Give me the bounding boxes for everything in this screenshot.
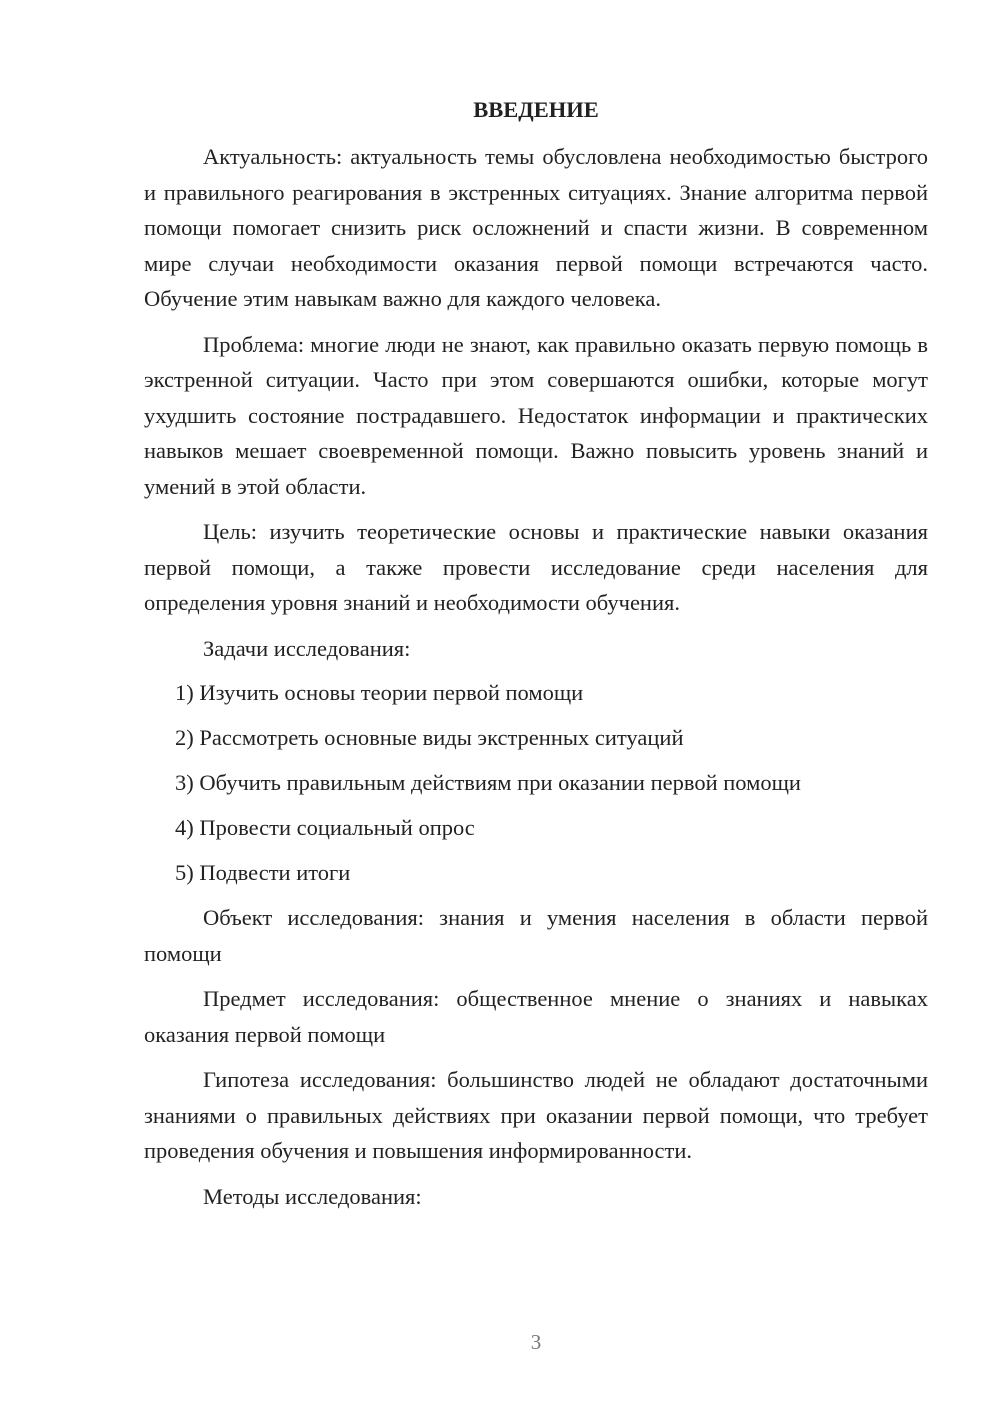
tasks-heading: Задачи исследования:	[203, 635, 411, 661]
hypothesis-paragraph: Гипотеза исследования: большинство людей не обладают достаточными знаниями о правильных действиях при оказании первой помощи, что требует проведения обучения и повышения информированности.	[144, 1067, 928, 1163]
document-page	[144, 92, 928, 1223]
task-item: 1) Изучить основы теории первой помощи	[175, 680, 584, 705]
problem-paragraph: Проблема: многие люди не знают, как правильно оказать первую помощь в экстренной ситуации. Часто при этом совершаются ошибки, которые могут ухудшить состояние пострадавшего. Недостаток информации и практических навыков мешает своевременной помощи. Важно повысить уровень знаний и умений в этой области.	[144, 331, 928, 499]
tasks-list	[144, 675, 928, 891]
section-title: ВВЕДЕНИЕ	[473, 97, 599, 122]
task-item: 4) Провести социальный опрос	[175, 815, 475, 840]
task-item: 3) Обучить правильным действиям при оказании первой помощи	[175, 770, 801, 795]
object-paragraph: Объект исследования: знания и умения населения в области первой помощи	[144, 905, 928, 966]
task-item: 5) Подвести итоги	[175, 860, 351, 885]
relevance-paragraph: Актуальность: актуальность темы обусловлена необходимостью быстрого и правильного реагирования в экстренных ситуациях. Знание алгоритма первой помощи помогает снизить риск осложнений и спасти жизни. В современном мире случаи необходимости оказания первой помощи встречаются часто. Обучение этим навыкам важно для каждого человека.	[144, 144, 928, 311]
task-item: 2) Рассмотреть основные виды экстренных ситуаций	[175, 725, 684, 750]
page-number: 3	[530, 1330, 542, 1354]
goal-paragraph: Цель: изучить теоретические основы и практические навыки оказания первой помощи, а также провести исследование среди населения для определения уровня знаний и необходимости обучения.	[144, 519, 928, 615]
methods-heading: Методы исследования:	[203, 1183, 422, 1209]
subject-paragraph: Предмет исследования: общественное мнение о знаниях и навыках оказания первой помощи	[144, 986, 928, 1047]
